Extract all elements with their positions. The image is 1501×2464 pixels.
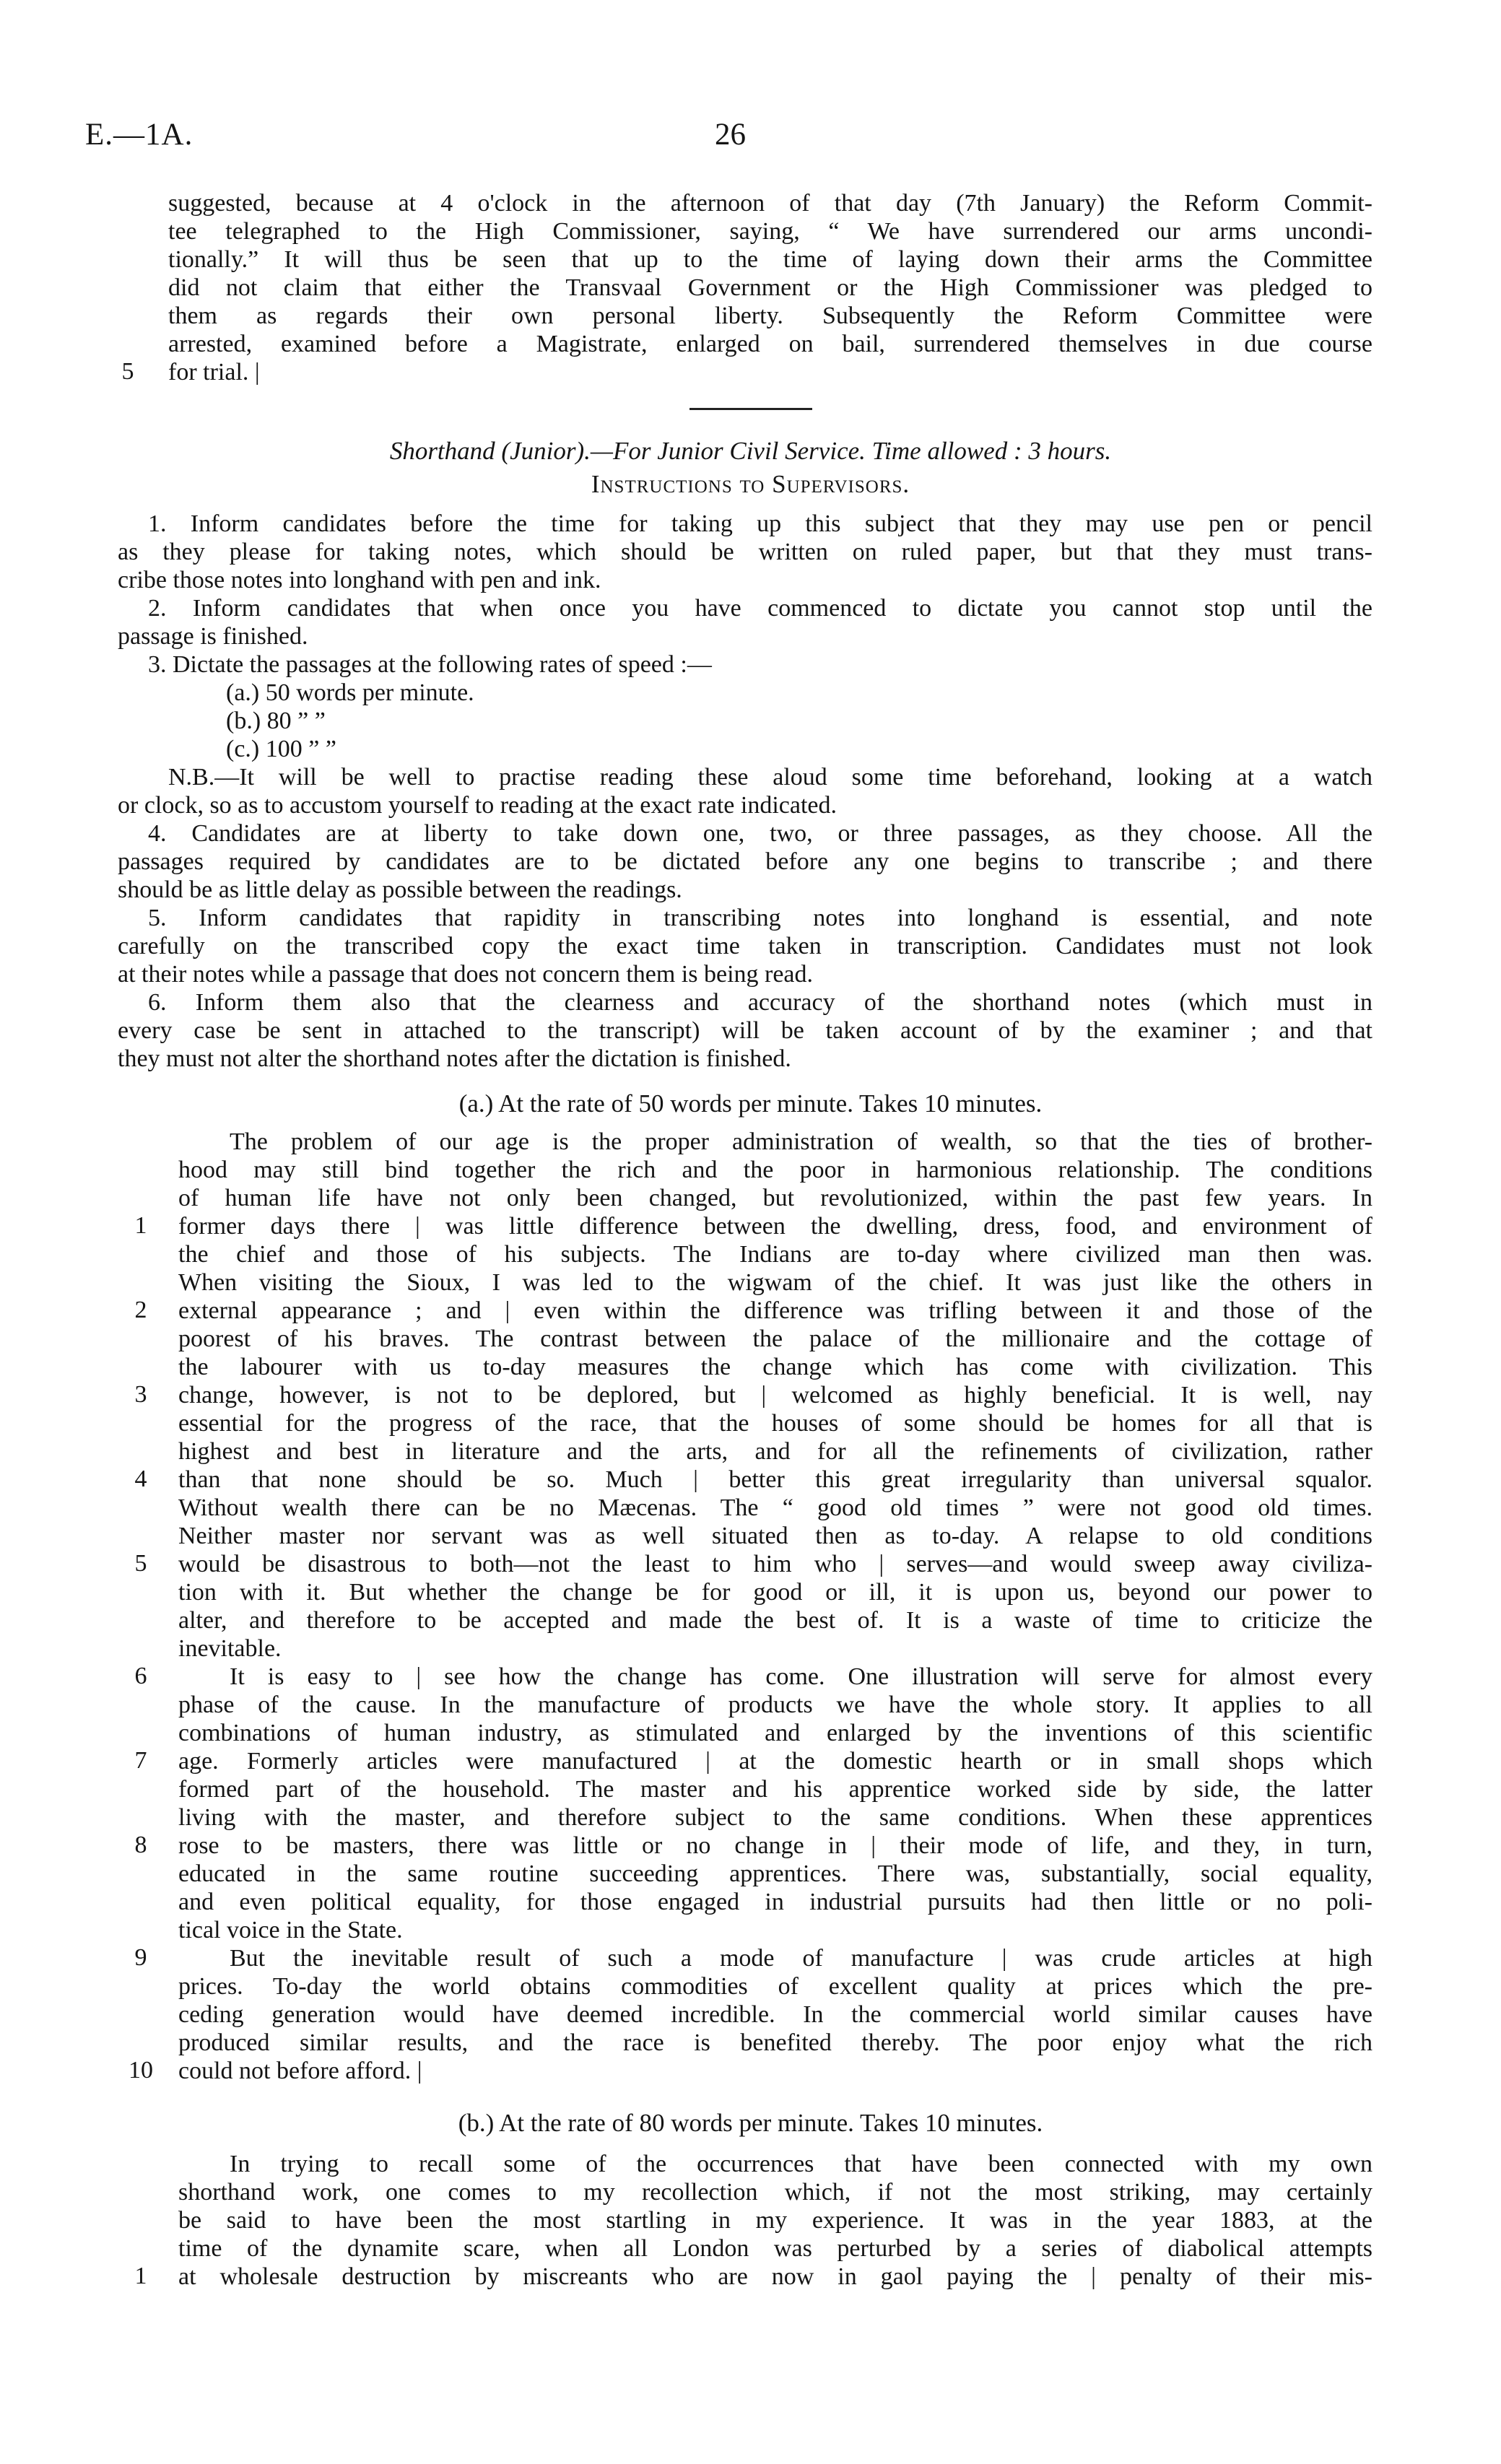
margin-number: 9 (134, 1944, 147, 1971)
text-line: 1. Inform candidates before the time for taking up this subject that they may use pen or pencil (148, 510, 1372, 537)
text-line: Neither master nor servant was as well situated then as to-day. A relapse to old conditions (178, 1523, 1372, 1549)
margin-number: 4 (134, 1466, 147, 1492)
text-line: of human life have not only been changed, but revolutionized, within the past few years. In (178, 1185, 1372, 1211)
text-line: The problem of our age is the proper administration of wealth, so that the ties of brother- (230, 1128, 1372, 1155)
margin-number: 10 (129, 2057, 153, 2084)
text-line: educated in the same routine succeeding apprentices. There was, substantially, social equality, (178, 1860, 1372, 1887)
text-line: 3. Dictate the passages at the following rates of speed :— (148, 651, 712, 678)
text-line: for trial. | (168, 359, 260, 386)
margin-number: 5 (121, 358, 134, 385)
page-number: 26 (715, 118, 746, 152)
text-line: the chief and those of his subjects. The Indians are to-day where civilized man then was. (178, 1241, 1372, 1268)
text-line: tical voice in the State. (178, 1917, 403, 1943)
margin-number: 1 (134, 2263, 147, 2289)
text-line: 5. Inform candidates that rapidity in transcribing notes into longhand is essential, and note (148, 905, 1372, 931)
text-line: external appearance ; and | even within the difference was trifling between it and those of the (178, 1297, 1372, 1324)
text-line: should be as little delay as possible between the readings. (118, 876, 682, 903)
passage-b-heading: (b.) At the rate of 80 words per minute. Takes 10 minutes. (458, 2109, 1043, 2137)
margin-number: 1 (134, 1212, 147, 1239)
text-line: poorest of his braves. The contrast between the palace of the millionaire and the cottage of (178, 1325, 1372, 1352)
text-line: In trying to recall some of the occurrences that have been connected with my own (230, 2151, 1372, 2177)
text-line: (c.) 100 ” ” (226, 736, 336, 762)
margin-number: 5 (134, 1550, 147, 1577)
text-line: cribe those notes into longhand with pen and ink. (118, 567, 601, 593)
text-line: tee telegraphed to the High Commissioner, saying, “ We have surrendered our arms uncondi- (168, 218, 1372, 245)
text-line: 6. Inform them also that the clearness and accuracy of the shorthand notes (which must in (148, 989, 1372, 1016)
text-line: essential for the progress of the race, that the houses of some should be homes for all that is (178, 1410, 1372, 1437)
section-divider (689, 408, 812, 410)
text-line: they must not alter the shorthand notes after the dictation is finished. (118, 1045, 791, 1072)
margin-number: 6 (134, 1663, 147, 1689)
text-line: be said to have been the most startling in my experience. It was in the year 1883, at the (178, 2207, 1372, 2234)
instructions-heading: Instructions to Supervisors. (591, 470, 910, 498)
text-line: at their notes while a passage that does not concern them is being read. (118, 961, 814, 988)
text-line: them as regards their own personal liberty. Subsequently the Reform Committee were (168, 302, 1372, 329)
text-line: rose to be masters, there was little or no change in | their mode of life, and they, in turn, (178, 1832, 1372, 1859)
text-line: could not before afford. | (178, 2058, 422, 2084)
text-line: change, however, is not to be deplored, but | welcomed as highly beneficial. It is well, nay (178, 1382, 1372, 1409)
text-line: produced similar results, and the race is benefited thereby. The poor enjoy what the rich (178, 2029, 1372, 2056)
text-line: formed part of the household. The master and his apprentice worked side by side, the latter (178, 1776, 1372, 1803)
text-line: combinations of human industry, as stimulated and enlarged by the inventions of this scientific (178, 1720, 1372, 1746)
text-line: every case be sent in attached to the transcript) will be taken account of by the examiner ; and that (118, 1017, 1372, 1044)
text-line: When visiting the Sioux, I was led to the wigwam of the chief. It was just like the others in (178, 1269, 1372, 1296)
margin-number: 2 (134, 1297, 147, 1323)
text-line: tion with it. But whether the change be for good or ill, it is upon us, beyond our power to (178, 1579, 1372, 1606)
text-line: than that none should be so. Much | better this great irregularity than universal squalor. (178, 1466, 1372, 1493)
text-line: ceding generation would have deemed incredible. In the commercial world similar causes have (178, 2001, 1372, 2028)
text-line: (b.) 80 ” ” (226, 708, 326, 734)
text-line: (a.) 50 words per minute. (226, 679, 474, 706)
text-line: former days there | was little difference between the dwelling, dress, food, and environment of (178, 1213, 1372, 1240)
text-line: would be disastrous to both—not the least to him who | serves—and would sweep away civiliza- (178, 1551, 1372, 1577)
text-line: inevitable. (178, 1635, 282, 1662)
text-line: phase of the cause. In the manufacture of products we have the whole story. It applies to all (178, 1692, 1372, 1718)
text-line: passage is finished. (118, 623, 308, 650)
text-line: highest and best in literature and the arts, and for all the refinements of civilization, rather (178, 1438, 1372, 1465)
text-line: 4. Candidates are at liberty to take down one, two, or three passages, as they choose. All the (148, 820, 1372, 847)
text-line: passages required by candidates are to be dictated before any one begins to transcribe ; and there (118, 848, 1372, 875)
text-line: as they please for taking notes, which should be written on ruled paper, but that they must trans- (118, 539, 1372, 565)
text-line: But the inevitable result of such a mode of manufacture | was crude articles at high (230, 1945, 1372, 1972)
text-line: Without wealth there can be no Mæcenas. The “ good old times ” were not good old times. (178, 1494, 1372, 1521)
text-line: 2. Inform candidates that when once you have commenced to dictate you cannot stop until the (148, 595, 1372, 622)
text-line: carefully on the transcribed copy the exact time taken in transcription. Candidates must not look (118, 933, 1372, 959)
text-line: at wholesale destruction by miscreants who are now in gaol paying the | penalty of their mis- (178, 2263, 1372, 2290)
text-line: the labourer with us to-day measures the change which has come with civilization. This (178, 1354, 1372, 1380)
text-line: It is easy to | see how the change has come. One illustration will serve for almost every (230, 1663, 1372, 1690)
text-line: shorthand work, one comes to my recollection which, if not the most striking, may certainly (178, 2179, 1372, 2206)
margin-number: 8 (134, 1832, 147, 1858)
margin-number: 3 (134, 1381, 147, 1408)
text-line: arrested, examined before a Magistrate, enlarged on bail, surrendered themselves in due course (168, 331, 1372, 357)
margin-number: 7 (134, 1747, 147, 1774)
text-line: or clock, so as to accustom yourself to reading at the exact rate indicated. (118, 792, 837, 819)
text-line: time of the dynamite scare, when all London was perturbed by a series of diabolical attempts (178, 2235, 1372, 2262)
text-line: did not claim that either the Transvaal Government or the High Commissioner was pledged to (168, 274, 1372, 301)
text-line: age. Formerly articles were manufactured | at the domestic hearth or in small shops which (178, 1748, 1372, 1775)
text-line: N.B.—It will be well to practise reading these aloud some time beforehand, looking at a watch (168, 764, 1372, 791)
passage-a-heading: (a.) At the rate of 50 words per minute. Takes 10 minutes. (458, 1089, 1043, 1118)
text-line: suggested, because at 4 o'clock in the afternoon of that day (7th January) the Reform Commit- (168, 190, 1372, 217)
text-line: alter, and therefore to be accepted and made the best of. It is a waste of time to criticize the (178, 1607, 1372, 1634)
text-line: hood may still bind together the rich and the poor in harmonious relationship. The conditions (178, 1157, 1372, 1183)
exam-title: Shorthand (Junior).—For Junior Civil Service. Time allowed : 3 hours. (389, 437, 1112, 465)
document-code: E.—1A. (85, 118, 193, 152)
text-line: and even political equality, for those engaged in industrial pursuits had then little or no poli- (178, 1889, 1372, 1915)
text-line: tionally.” It will thus be seen that up to the time of laying down their arms the Committee (168, 246, 1372, 273)
text-line: prices. To-day the world obtains commodities of excellent quality at prices which the pre- (178, 1973, 1372, 2000)
text-line: living with the master, and therefore subject to the same conditions. When these apprentices (178, 1804, 1372, 1831)
